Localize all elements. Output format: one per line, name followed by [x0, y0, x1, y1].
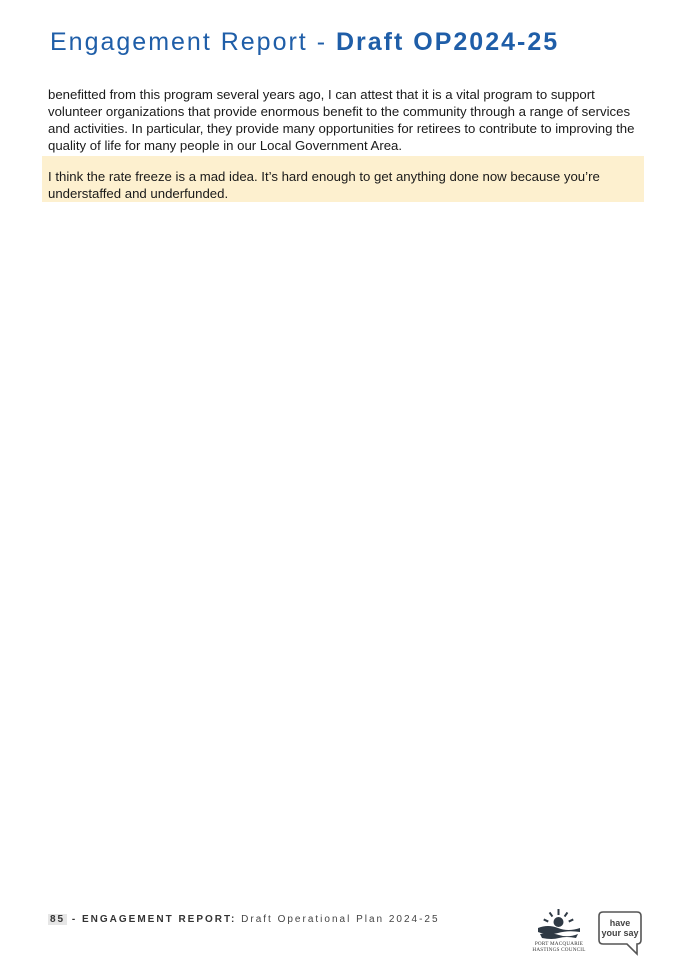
comment-paragraph: I think the rate freeze is a mad idea. It’s hard enough to get anything done now because you’re understaffed and underfunded.: [48, 169, 600, 201]
footer-label-bold: ENGAGEMENT REPORT:: [82, 914, 237, 925]
page-footer: [48, 914, 440, 925]
page-number: 85: [50, 914, 66, 925]
footer-separator: -: [67, 914, 83, 925]
have-your-say-logo: [597, 910, 643, 956]
header-title-light: Engagement Report -: [50, 28, 336, 56]
highlighted-comment: [42, 156, 644, 202]
comment-paragraph-continued: benefitted from this program several years ago, I can attest that it is a vital program to support volunteer organizations that provide enormous benefit to the community through a range of services and activities. In particular, they provide many opportunities for retirees to contribute to improving the quality of life for many people in our Local Government Area.: [48, 87, 635, 153]
have-your-say-text: have your say: [601, 918, 639, 938]
header-title-bold: Draft OP2024-25: [335, 28, 560, 56]
council-name: PORT MACQUARIE HASTINGS COUNCIL: [532, 941, 586, 953]
report-content: [48, 86, 644, 154]
council-emblem-icon: [528, 908, 590, 942]
council-logo: [528, 908, 590, 958]
page-header: [50, 28, 559, 57]
footer-label-light: Draft Operational Plan 2024-25: [236, 914, 440, 925]
